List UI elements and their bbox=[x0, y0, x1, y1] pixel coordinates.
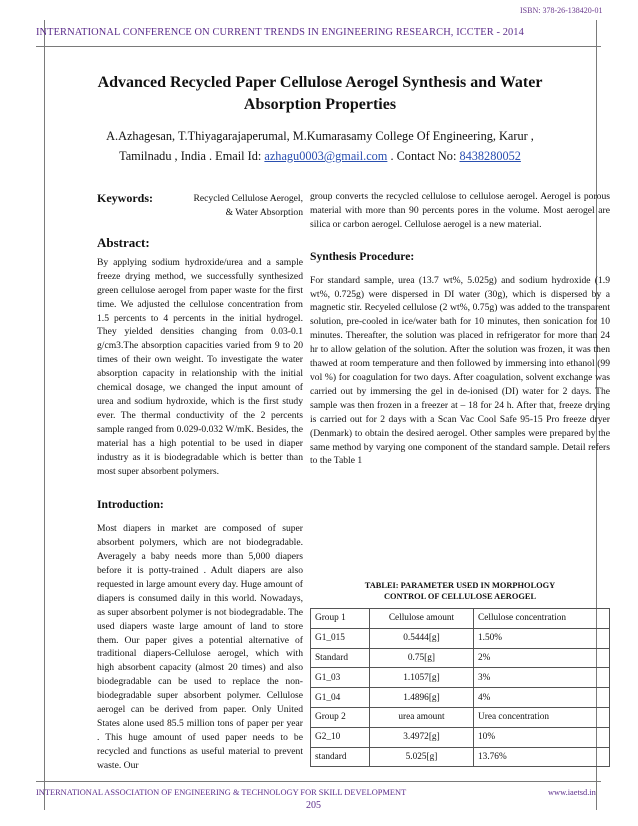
email-link[interactable]: azhagu0003@gmail.com bbox=[264, 149, 388, 163]
parameter-table bbox=[310, 608, 610, 767]
table-cell: Cellulose concentration bbox=[474, 609, 610, 629]
table-cell: G2_10 bbox=[311, 727, 370, 747]
abstract-text: By applying sodium hydroxide/urea and a sample freeze drying method, we successfully synthesized green cellulose aerogel from paper waste for the first time. We adjusted the cellulose concentration from 1.5 percents to 4 percents in the initial hydrogel. They yielded densities changing from 0.03-0.1 g/cm3.The absorption capacities varied from 9 to 20 times of their own weight. To investigate the water absorption capacity in relationship with the initial chemical dosage, we changed the input amount of urea and sodium hydroxide, which is the first study ever. The thermal conductivity of the 2 percents sample ranged from 0.029-0.032 W/mK. Besides, the material has a high potential to be used in diaper industry as it is biodegradable which is better than most super absorbent polymers. bbox=[97, 256, 303, 477]
keywords-block bbox=[97, 192, 303, 224]
table-cell: G1_04 bbox=[311, 688, 370, 708]
conference-header: INTERNATIONAL CONFERENCE ON CURRENT TRENDS IN ENGINEERING RESEARCH, ICCTER - 2014 bbox=[36, 27, 524, 38]
table-caption bbox=[310, 580, 610, 602]
table-row bbox=[311, 707, 610, 727]
table-row bbox=[311, 628, 610, 648]
table-cell: 13.76% bbox=[474, 747, 610, 767]
keywords-label: Keywords: bbox=[97, 191, 153, 205]
table-cell: urea amount bbox=[369, 707, 473, 727]
table-cell: 5.025[g] bbox=[369, 747, 473, 767]
introduction-heading: Introduction: bbox=[97, 498, 164, 512]
table-row bbox=[311, 668, 610, 688]
table-cell: 0.5444[g] bbox=[369, 628, 473, 648]
header-rule bbox=[36, 46, 601, 47]
introduction-text: Most diapers in market are composed of super absorbent polymers, which are not biodegradable. Averagely a baby needs more than 5,000 diapers before it is potty-trained . Adult diapers are also requested in large amount every day. Huge amount of diapers is consumed daily in this world. Nowadays, as super absorbent polymer is not biodegradable. The used diapers waste large amount of land to store them. Our paper gives a potential alternative of traditional diapers-Cellulose aerogel, which with high absorbent capacity (almost 20 times) and also biodegradable can be used to replace the non-biodegradable super absorbent polymer. Cellulose aerogel can be derived from paper. Only United States alone used 85.5 million tons of paper per year . This huge amount of used paper needs to be recycled and functions as useful material to prevent waste. Our bbox=[97, 523, 303, 771]
left-column bbox=[97, 192, 303, 773]
isbn-label: ISBN: 378-26-138420-01 bbox=[520, 6, 603, 15]
authors-line-2-mid: . Contact No: bbox=[387, 149, 460, 163]
synthesis-text: For standard sample, urea (13.7 wt%, 5.025g) and sodium hydroxide (1.9 wt%, 0.725g) were dispersed in DI water (30g), which is dispersed by a magnetic stir. Recyeled cellulose (2 wt%, 0.75g) was added to the transparent solution, pre-cooled in ice/water bath for 10 minutes, then sonication for 10 minutes. Thereafter, the solution was placed in refrigerator for more than 24 hr to allow gelation of the solution. After the solution was frozen, it was then thawed at room temperature and then followed by immersing into ethanol (99 vol %) for coagulation for two days. After coagulation, solvent exchange was carried out by immersing the gel in de-ionised (DI) water for 2 days. The sample was then frozen in a freezer at – 18 for 24 h. After that, freeze drying is carried out for 2 days with a Scan Vac Cool Safe 95-15 Pro freeze dryer (Denmark) to obtain the desired aerogel. Other samples were prepared by the same method by varying one component of the standard sample. Detail refers to the Table 1 bbox=[310, 274, 610, 467]
synthesis-heading: Synthesis Procedure: bbox=[310, 249, 415, 263]
table-row bbox=[311, 747, 610, 767]
author-block bbox=[80, 126, 560, 166]
authors-line-2 bbox=[80, 146, 560, 166]
introduction-continued: group converts the recycled cellulose to cellulose aerogel. Aerogel is porous material with more than 90 percents pores in the volume. Most aerogel are silica or carbon aerogel. Cellulose aerogel is a new material. bbox=[310, 191, 610, 230]
parameter-table-body bbox=[311, 609, 610, 767]
table-row bbox=[311, 727, 610, 747]
authors-line-1: A.Azhagesan, T.Thiyagarajaperumal, M.Kumarasamy College Of Engineering, Karur , bbox=[106, 129, 534, 143]
footer-rule bbox=[36, 781, 601, 782]
authors-line-2-prefix: Tamilnadu , India . Email Id: bbox=[119, 149, 265, 163]
table-cell: Standard bbox=[311, 648, 370, 668]
table-cell: 1.4896[g] bbox=[369, 688, 473, 708]
table-row bbox=[311, 609, 610, 629]
footer-website-link[interactable]: www.iaetsd.in bbox=[548, 788, 596, 797]
table-cell: standard bbox=[311, 747, 370, 767]
table-row bbox=[311, 688, 610, 708]
table-cell: 2% bbox=[474, 648, 610, 668]
footer-association: INTERNATIONAL ASSOCIATION OF ENGINEERING & TECHNOLOGY FOR SKILL DEVELOPMENT bbox=[36, 788, 407, 797]
table-cell: G1_03 bbox=[311, 668, 370, 688]
table-row bbox=[311, 648, 610, 668]
table-cell: 1.50% bbox=[474, 628, 610, 648]
table-cell: 4% bbox=[474, 688, 610, 708]
table-cell: 1.1057[g] bbox=[369, 668, 473, 688]
table-caption-line-2: CONTROL OF CELLULOSE AEROGEL bbox=[383, 592, 537, 601]
table-cell: 3% bbox=[474, 668, 610, 688]
abstract-heading: Abstract: bbox=[97, 235, 150, 250]
table-cell: 10% bbox=[474, 727, 610, 747]
table-caption-line-1: TABLEI: PARAMETER USED IN MORPHOLOGY bbox=[364, 581, 556, 590]
keywords-value: Recycled Cellulose Aerogel, & Water Absorption bbox=[193, 193, 303, 218]
right-column bbox=[310, 190, 610, 468]
table-cell: Urea concentration bbox=[474, 707, 610, 727]
table-cell: 3.4972[g] bbox=[369, 727, 473, 747]
table-cell: 0.75[g] bbox=[369, 648, 473, 668]
table-cell: Group 1 bbox=[311, 609, 370, 629]
page-number: 205 bbox=[306, 800, 321, 811]
frame-left-line bbox=[44, 20, 45, 810]
paper-title: Advanced Recycled Paper Cellulose Aerogel Synthesis and Water Absorption Properties bbox=[97, 74, 543, 113]
table-cell: Group 2 bbox=[311, 707, 370, 727]
table-cell: Cellulose amount bbox=[369, 609, 473, 629]
table-cell: G1_015 bbox=[311, 628, 370, 648]
phone-link[interactable]: 8438280052 bbox=[459, 149, 521, 163]
